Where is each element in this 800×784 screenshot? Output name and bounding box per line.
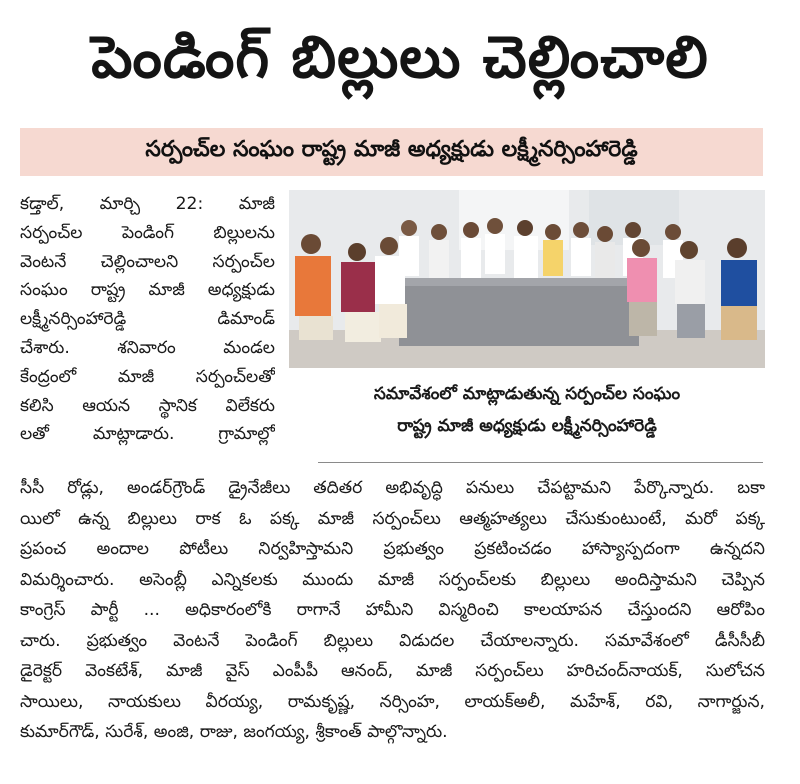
- subheadline-band: [20, 128, 763, 176]
- body-line: ప్రపంచ అందాల పోటీలు నిర్వహిస్తామని ప్రభుత్వం ప్రకటించడం హాస్యాస్పదంగా ఉన్నదని: [20, 539, 765, 559]
- lead-line: లక్ష్మీనర్సింహారెడ్డి డిమాండ్: [20, 309, 275, 330]
- lead-line: చేశారు. శనివారం మండల: [20, 337, 275, 358]
- lead-line: కేంద్రంలో మాజీ సర్పంచ్‌లతో: [20, 366, 275, 387]
- lead-line: వెంటనే చెల్లించాలని సర్పంచ్‌ల: [20, 251, 275, 272]
- photo-caption: [289, 378, 765, 442]
- lead-column: [20, 190, 275, 449]
- body-line: యిలో ఉన్న బిల్లులు రాక ఓ పక్క మాజీ సర్పంచ్‌లు ఆత్మహత్యలు చేసుకుంటుంటే, మరో పక్క: [20, 508, 765, 529]
- caption-divider: [318, 462, 763, 463]
- body-line: కాంగ్రెస్ పార్టీ ... అధికారంలోకి రాగానే హామీని విస్మరించి కాలయాపన చేస్తుందని ఆరోపిం: [20, 600, 765, 620]
- body-line: సాయిలు, నాయకులు వీరయ్య, రామకృష్ణ, నర్సింహ, లాయక్‌అలీ, మహేశ్, రవి, నాగార్జున,: [20, 691, 765, 712]
- lead-line: సర్పంచ్‌ల పెండింగ్ బిల్లులను: [20, 222, 275, 243]
- lead-line: కడ్తాల్, మార్చి 22: మాజీ: [20, 194, 275, 214]
- body-line: విమర్శించారు. అసెంబ్లీ ఎన్నికలకు ముందు మాజీ సర్పంచ్‌లకు బిల్లులు అందిస్తామని చెప్పిన: [20, 569, 765, 590]
- subheadline: సర్పంచ్‌ల సంఘం రాష్ట్ర మాజీ అధ్యక్షుడు లక్ష్మీనర్సింహారెడ్డి: [145, 137, 638, 162]
- caption-line: రాష్ట్ర మాజీ అధ్యక్షుడు లక్ష్మీనర్సింహారెడ్డి: [397, 416, 657, 436]
- lead-line: లతో మాట్లాడారు. గ్రామాల్లో: [20, 424, 275, 445]
- caption-line: సమావేశంలో మాట్లాడుతున్న సర్పంచ్‌ల సంఘం: [373, 384, 681, 404]
- article-body: [20, 473, 765, 748]
- body-line: చారు. ప్రభుత్వం వెంటనే పెండింగ్ బిల్లులు విడుదల చేయాలన్నారు. సమావేశంలో డీసీసీబీ: [20, 630, 765, 651]
- body-line: కుమార్‌గౌడ్, సురేశ్, అంజి, రాజు, జంగయ్య, శ్రీకాంత్ పాల్గొన్నారు.: [20, 722, 448, 742]
- body-line: డైరెక్టర్ వెంకటేశ్, మాజీ వైస్ ఎంపీపీ ఆనంద్, మాజీ సర్పంచ్‌లు హరిచంద్‌నాయక్, సులోచన: [20, 661, 765, 681]
- body-line: సీసీ రోడ్లు, అండర్‌గ్రౌండ్ డ్రైనేజీలు తదితర అభివృద్ధి పనులు చేపట్టామని పేర్కొన్నారు. బకా: [20, 478, 765, 498]
- photo-illustration: [289, 190, 765, 368]
- press-meet-photo: [289, 190, 765, 368]
- lead-line: సంఘం రాష్ట్ర మాజీ అధ్యక్షుడు: [20, 280, 275, 301]
- headline: పెండింగ్ బిల్లులు చెల్లించాలి: [91, 22, 709, 91]
- lead-line: కలిసి ఆయన స్థానిక విలేకరు: [20, 395, 275, 416]
